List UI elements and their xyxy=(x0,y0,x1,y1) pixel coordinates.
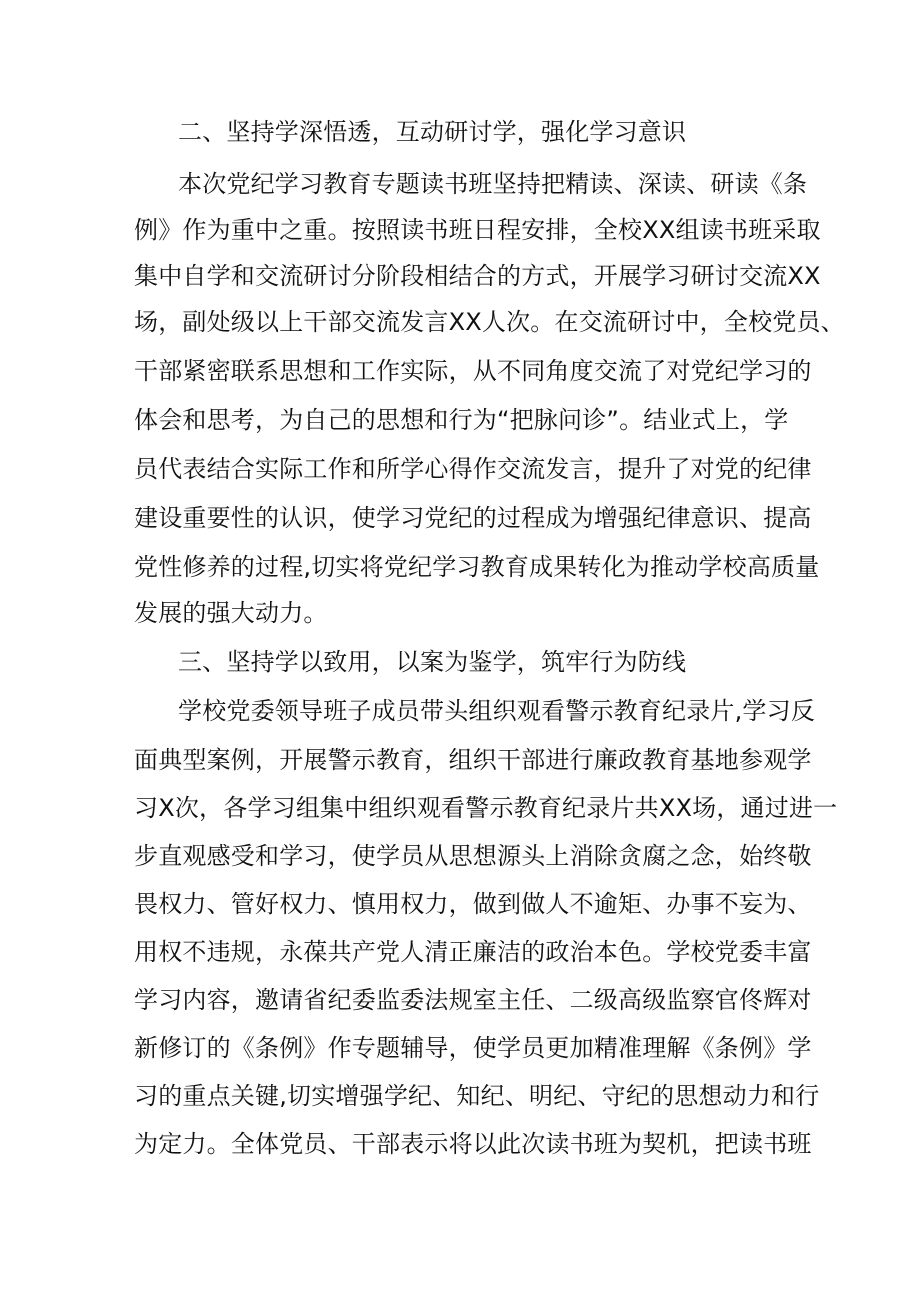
paragraph-line: 面典型案例，开展警示教育，组织干部进行廉政教育基地参观学 xyxy=(134,746,812,774)
paragraph-line: 步直观感受和学习，使学员从思想源头上消除贪腐之念，始终敬 xyxy=(134,842,812,870)
paragraph-line: 新修订的《条例》作专题辅导，使学员更加精准理解《条例》学 xyxy=(134,1034,812,1062)
paragraph-line: 习的重点关键,切实增强学纪、知纪、明纪、守纪的思想动力和行 xyxy=(134,1082,820,1110)
paragraph-line: 用权不违规，永葆共产党人清正廉洁的政治本色。学校党委丰富 xyxy=(134,938,812,966)
paragraph-line: 干部紧密联系思想和工作实际，从不同角度交流了对党纪学习的 xyxy=(134,357,812,385)
section-heading-3: 三、坚持学以致用，以案为鉴学，筑牢行为防线 xyxy=(178,648,687,676)
section-heading-2: 二、坚持学深悟透，互动研讨学，强化学习意识 xyxy=(178,118,687,146)
paragraph-line: 学校党委领导班子成员带头组织观看警示教育纪录片,学习反 xyxy=(178,697,816,725)
paragraph-line: 习X次，各学习组集中组织观看警示教育纪录片共XX场，通过进一 xyxy=(134,794,838,822)
paragraph-line: 员代表结合实际工作和所学心得作交流发言，提升了对党的纪律 xyxy=(134,455,812,483)
paragraph-line: 为定力。全体党员、干部表示将以此次读书班为契机，把读书班 xyxy=(134,1130,812,1158)
paragraph-line: 畏权力、管好权力、慎用权力，做到做人不逾矩、办事不妄为、 xyxy=(134,890,812,918)
paragraph-line: 集中自学和交流研讨分阶段相结合的方式，开展学习研讨交流XX xyxy=(134,262,821,290)
paragraph-line: 学习内容，邀请省纪委监委法规室主任、二级高级监察官佟辉对 xyxy=(134,986,812,1014)
paragraph-line: 发展的强大动力。 xyxy=(134,599,328,627)
paragraph-line: 场，副处级以上干部交流发言XX人次。在交流研讨中，全校党员、 xyxy=(134,308,845,336)
paragraph-line: 党性修养的过程,切实将党纪学习教育成果转化为推动学校高质量 xyxy=(134,553,820,581)
paragraph-line: 例》作为重中之重。按照读书班日程安排，全校XX组读书班采取 xyxy=(134,216,821,244)
paragraph-line: 体会和思考，为自己的思想和行为“把脉问诊”。结业式上，学 xyxy=(134,406,789,434)
paragraph-line: 本次党纪学习教育专题读书班坚持把精读、深读、研读《条 xyxy=(178,170,808,198)
paragraph-line: 建设重要性的认识，使学习党纪的过程成为增强纪律意识、提高 xyxy=(134,504,812,532)
